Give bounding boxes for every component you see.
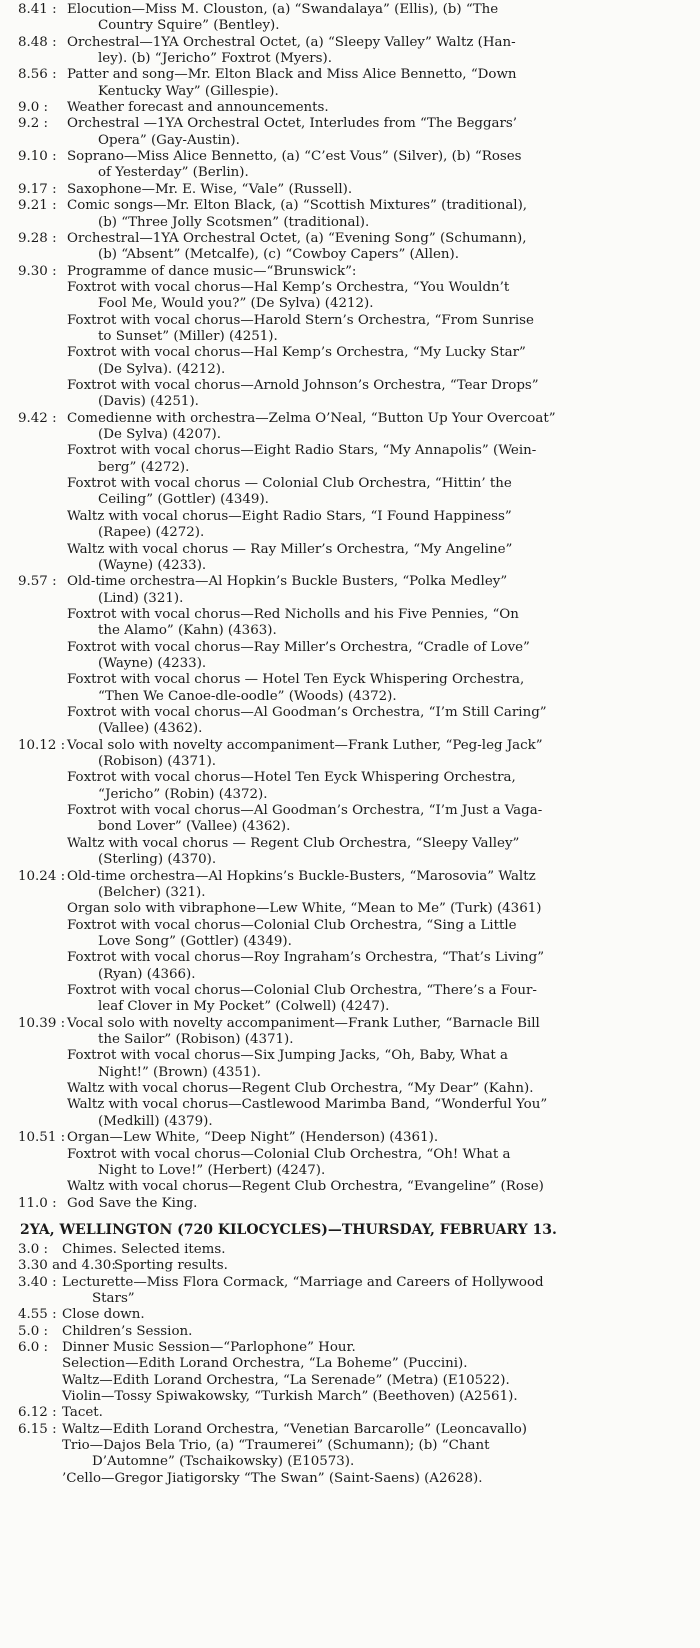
entry-text: Waltz—Edith Lorand Orchestra, “La Serenade” (Metra) (E10522). (62, 1372, 510, 1388)
entry-text: Sporting results. (114, 1258, 228, 1274)
entry-text-continued: to Sunset” (Miller) (4251). (98, 328, 278, 344)
entry-text-continued: (Belcher) (321). (98, 884, 206, 900)
entry-time: 9.2 : (18, 116, 49, 132)
entry-text-continued: ley). (b) “Jericho” Foxtrot (Myers). (98, 51, 333, 67)
entry-text: Foxtrot with vocal chorus—Ray Miller’s Orchestra, “Cradle of Love” (67, 639, 530, 655)
programme-entry (18, 1097, 682, 1130)
entry-text: Programme of dance music—“Brunswick”: (67, 263, 357, 279)
programme-entry (18, 1389, 682, 1405)
programme-entry (18, 672, 682, 705)
programme-entry (18, 836, 682, 869)
entry-text: Foxtrot with vocal chorus—Arnold Johnson’s Orchestra, “Tear Drops” (67, 378, 539, 394)
entry-text-continued: leaf Clover in My Pocket” (Colwell) (4247). (98, 999, 390, 1015)
entry-text: Foxtrot with vocal chorus — Hotel Ten Eyck Whispering Orchestra, (67, 672, 525, 688)
entry-time: 3.0 : (18, 1241, 49, 1257)
entry-text: Comedienne with orchestra—Zelma O’Neal, “Button Up Your Overcoat” (67, 410, 556, 426)
entry-text: Foxtrot with vocal chorus—Al Goodman’s Orchestra, “I’m Still Caring” (67, 705, 547, 721)
entry-text-continued: D’Automne” (Tschaikowsky) (E10573). (92, 1454, 355, 1470)
entry-text: Foxtrot with vocal chorus—Eight Radio Stars, “My Annapolis” (Wein- (67, 443, 537, 459)
entry-text: Foxtrot with vocal chorus—Hal Kemp’s Orchestra, “You Wouldn’t (67, 279, 510, 295)
entry-time: 10.24 : (18, 868, 66, 884)
entry-text: Waltz with vocal chorus—Castlewood Marimba Band, “Wonderful You” (67, 1097, 548, 1113)
entry-text: Foxtrot with vocal chorus — Colonial Club Orchestra, “Hittin’ the (67, 476, 512, 492)
programme-entry (18, 1324, 682, 1340)
programme-entry (18, 1242, 682, 1258)
entry-text-continued: the Sailor” (Robison) (4371). (98, 1032, 294, 1048)
entry-time: 9.42 : (18, 410, 57, 426)
programme-entry (18, 67, 682, 100)
programme-entry (18, 116, 682, 149)
entry-text: Foxtrot with vocal chorus—Hotel Ten Eyck Whispering Orchestra, (67, 770, 516, 786)
entry-text-continued: (Rapee) (4272). (98, 525, 205, 541)
entry-text: God Save the King. (67, 1195, 198, 1211)
programme-entry (18, 198, 682, 231)
entry-text: Waltz with vocal chorus — Regent Club Orchestra, “Sleepy Valley” (67, 835, 520, 851)
programme-entry (18, 182, 682, 198)
programme-entry (18, 509, 682, 542)
programme-entry (18, 770, 682, 803)
programme-entry (18, 1422, 682, 1438)
entry-time: 6.12 : (18, 1405, 57, 1421)
entry-text: Close down. (62, 1307, 145, 1323)
entry-text-continued: (De Sylva). (4212). (98, 361, 226, 377)
programme-entry (18, 869, 682, 902)
entry-text-continued: “Jericho” (Robin) (4372). (98, 786, 268, 802)
entry-time: 9.21 : (18, 198, 57, 214)
entry-text-continued: (Robison) (4371). (98, 754, 217, 770)
entry-text-continued: (Ryan) (4366). (98, 966, 196, 982)
entry-text: Lecturette—Miss Flora Cormack, “Marriage and Careers of Hollywood (62, 1274, 544, 1290)
entry-text: Foxtrot with vocal chorus—Roy Ingraham’s Orchestra, “That’s Living” (67, 950, 545, 966)
entry-text-continued: Ceiling” (Gottler) (4349). (98, 492, 269, 508)
entry-text-continued: Fool Me, Would you?” (De Sylva) (4212). (98, 296, 374, 312)
entry-text: Waltz—Edith Lorand Orchestra, “Venetian Barcarolle” (Leoncavallo) (62, 1421, 527, 1437)
entry-time: 9.57 : (18, 574, 57, 590)
entry-text: ’Cello—Gregor Jiatigorsky “The Swan” (Saint-Saens) (A2628). (62, 1470, 483, 1486)
entry-text: Elocution—Miss M. Clouston, (a) “Swandalaya” (Ellis), (b) “The (67, 2, 499, 17)
programme-entry (18, 640, 682, 673)
entry-text: Chimes. Selected items. (62, 1241, 226, 1257)
entry-text: Violin—Tossy Spiwakowsky, “Turkish March” (Beethoven) (A2561). (62, 1389, 518, 1405)
entry-text-continued: (b) “Absent” (Metcalfe), (c) “Cowboy Capers” (Allen). (98, 247, 460, 263)
programme-entry (18, 1081, 682, 1097)
entry-time: 8.56 : (18, 67, 57, 83)
entry-text-continued: the Alamo” (Kahn) (4363). (98, 623, 277, 639)
entry-text: Vocal solo with novelty accompaniment—Frank Luther, “Peg-leg Jack” (67, 737, 543, 753)
entry-text: Foxtrot with vocal chorus—Colonial Club Orchestra, “Oh! What a (67, 1146, 511, 1162)
entry-text: Comic songs—Mr. Elton Black, (a) “Scottish Mixtures” (traditional), (67, 198, 528, 214)
entry-text-continued: of Yesterday” (Berlin). (98, 165, 249, 181)
programme-entry (18, 378, 682, 411)
entry-text: Orchestral —1YA Orchestral Octet, Interludes from “The Beggars’ (67, 116, 518, 132)
programme-entry (18, 345, 682, 378)
entry-text-continued: “Then We Canoe-dle-oodle” (Woods) (4372). (98, 688, 397, 704)
programme-entry (18, 443, 682, 476)
entry-text: Waltz with vocal chorus—Regent Club Orchestra, “My Dear” (Kahn). (67, 1081, 534, 1097)
entry-time: 5.0 : (18, 1323, 49, 1339)
entry-text: Foxtrot with vocal chorus—Harold Stern’s Orchestra, “From Sunrise (67, 312, 534, 328)
programme-entry (18, 738, 682, 771)
programme-entry (18, 1130, 682, 1146)
programme-entry (18, 1438, 682, 1471)
programme-entry (18, 100, 682, 116)
programme-entry (18, 411, 682, 444)
entry-text-continued: berg” (4272). (98, 459, 190, 475)
entry-text: Selection—Edith Lorand Orchestra, “La Boheme” (Puccini). (62, 1356, 468, 1372)
entry-text: Vocal solo with novelty accompaniment—Frank Luther, “Barnacle Bill (67, 1015, 540, 1031)
entry-text-continued: (Wayne) (4233). (98, 557, 207, 573)
programme-entry (18, 231, 682, 264)
programme-entry (18, 607, 682, 640)
entry-text: Foxtrot with vocal chorus—Al Goodman’s Orchestra, “I’m Just a Vaga- (67, 803, 543, 819)
entry-text-continued: (De Sylva) (4207). (98, 427, 221, 443)
programme-entry (18, 1179, 682, 1195)
entry-time: 9.28 : (18, 230, 57, 246)
entry-time: 6.0 : (18, 1340, 49, 1355)
entry-text-continued: Stars” (92, 1290, 135, 1306)
entry-text: Foxtrot with vocal chorus—Six Jumping Jacks, “Oh, Baby, What a (67, 1048, 509, 1064)
entry-text-continued: (Medkill) (4379). (98, 1113, 213, 1129)
entry-text: Soprano—Miss Alice Bennetto, (a) “C’est Vous” (Silver), (b) “Roses (67, 149, 522, 165)
entry-text-continued: bond Lover” (Vallee) (4362). (98, 819, 291, 835)
entry-time: 4.55 : (18, 1307, 57, 1323)
programme-entry (18, 1196, 682, 1212)
entry-text-continued: (Sterling) (4370). (98, 852, 217, 868)
entry-time: 8.41 : (18, 2, 57, 17)
entry-text-continued: Opera” (Gay-Austin). (98, 132, 240, 148)
programme-entry (18, 1275, 682, 1308)
entry-text-continued: (Vallee) (4362). (98, 721, 203, 737)
programme-entry (18, 950, 682, 983)
programme-entry (18, 35, 682, 68)
entry-time: 3.30 and 4.30: (18, 1258, 116, 1274)
entry-time: 6.15 : (18, 1421, 57, 1437)
programme-entry (18, 1016, 682, 1049)
entry-time: 11.0 : (18, 1195, 57, 1211)
entry-text-continued: Love Song” (Gottler) (4349). (98, 933, 292, 949)
entry-text-continued: (Wayne) (4233). (98, 655, 207, 671)
entry-time: 10.51 : (18, 1130, 66, 1146)
programme-entry (18, 280, 682, 313)
entry-time: 3.40 : (18, 1274, 57, 1290)
entry-text-continued: Night to Love!” (Herbert) (4247). (98, 1162, 326, 1178)
programme-entry (18, 1405, 682, 1421)
programme-entry (18, 2, 682, 35)
entry-text-continued: Night!” (Brown) (4351). (98, 1064, 261, 1080)
entry-text: Children’s Session. (62, 1323, 193, 1339)
programme-entry (18, 1307, 682, 1323)
programme-entry (18, 1373, 682, 1389)
entry-text: Foxtrot with vocal chorus—Red Nicholls and his Five Pennies, “On (67, 606, 519, 622)
entry-text: Foxtrot with vocal chorus—Hal Kemp’s Orchestra, “My Lucky Star” (67, 345, 526, 361)
programme-entry (18, 264, 682, 280)
programme-entry (18, 918, 682, 951)
entry-text: Waltz with vocal chorus—Regent Club Orchestra, “Evangeline” (Rose) (67, 1179, 544, 1195)
entry-text: Old-time orchestra—Al Hopkin’s Buckle Busters, “Polka Medley” (67, 574, 508, 590)
programme-entry (18, 983, 682, 1016)
entry-text-continued: (b) “Three Jolly Scotsmen” (traditional). (98, 214, 370, 230)
entry-text-continued: Country Squire” (Bentley). (98, 18, 280, 34)
programme-entry (18, 313, 682, 346)
programme-entry (18, 1356, 682, 1372)
entry-text: Organ solo with vibraphone—Lew White, “Mean to Me” (Turk) (4361) (67, 901, 542, 917)
entry-text: Organ—Lew White, “Deep Night” (Henderson) (4361). (67, 1130, 439, 1146)
entry-text: Weather forecast and announcements. (67, 100, 329, 116)
entry-time: 9.17 : (18, 181, 57, 197)
entry-text: Waltz with vocal chorus — Ray Miller’s Orchestra, “My Angeline” (67, 541, 513, 557)
entry-text: Patter and song—Mr. Elton Black and Miss Alice Bennetto, “Down (67, 67, 517, 83)
programme-entry (18, 1471, 682, 1487)
programme-entry (18, 149, 682, 182)
entry-text-continued: (Lind) (321). (98, 590, 184, 606)
entry-text: Foxtrot with vocal chorus—Colonial Club Orchestra, “Sing a Little (67, 917, 517, 933)
programme-entry (18, 705, 682, 738)
entry-text: Orchestral—1YA Orchestral Octet, (a) “Sleepy Valley” Waltz (Han- (67, 34, 516, 50)
programme-entry (18, 476, 682, 509)
entry-time: 8.48 : (18, 34, 57, 50)
entry-text: Saxophone—Mr. E. Wise, “Vale” (Russell). (67, 181, 353, 197)
entry-time: 9.30 : (18, 263, 57, 279)
programme-entry (18, 542, 682, 575)
entry-text: Trio—Dajos Bela Trio, (a) “Traumerei” (Schumann); (b) “Chant (62, 1438, 490, 1454)
entry-text-continued: Kentucky Way” (Gillespie). (98, 83, 279, 99)
entry-text: Tacet. (62, 1405, 103, 1421)
entry-time: 9.10 : (18, 149, 57, 165)
station-heading: 2YA, WELLINGTON (720 KILOCYCLES)—THURSDAY, FEBRUARY 13. (20, 1221, 557, 1238)
entry-text: Foxtrot with vocal chorus—Colonial Club Orchestra, “There’s a Four- (67, 983, 537, 998)
entry-time: 10.12 : (18, 737, 66, 753)
entry-time: 9.0 : (18, 100, 49, 116)
programme-entry (18, 1258, 682, 1274)
programme-entry (18, 901, 682, 917)
programme-entry (18, 1048, 682, 1081)
entry-time: 10.39 : (18, 1015, 66, 1031)
entry-text-continued: (Davis) (4251). (98, 394, 199, 410)
entry-text: Old-time orchestra—Al Hopkins’s Buckle-Busters, “Marosovia” Waltz (67, 868, 536, 884)
programme-entry (18, 1340, 682, 1356)
entry-text: Orchestral—1YA Orchestral Octet, (a) “Evening Song” (Schumann), (67, 230, 527, 246)
entry-text: Dinner Music Session—“Parlophone” Hour. (62, 1340, 356, 1355)
entry-text: Waltz with vocal chorus—Eight Radio Stars, “I Found Happiness” (67, 508, 512, 524)
programme-entry (18, 803, 682, 836)
programme-entry (18, 1147, 682, 1180)
programme-entry (18, 574, 682, 607)
